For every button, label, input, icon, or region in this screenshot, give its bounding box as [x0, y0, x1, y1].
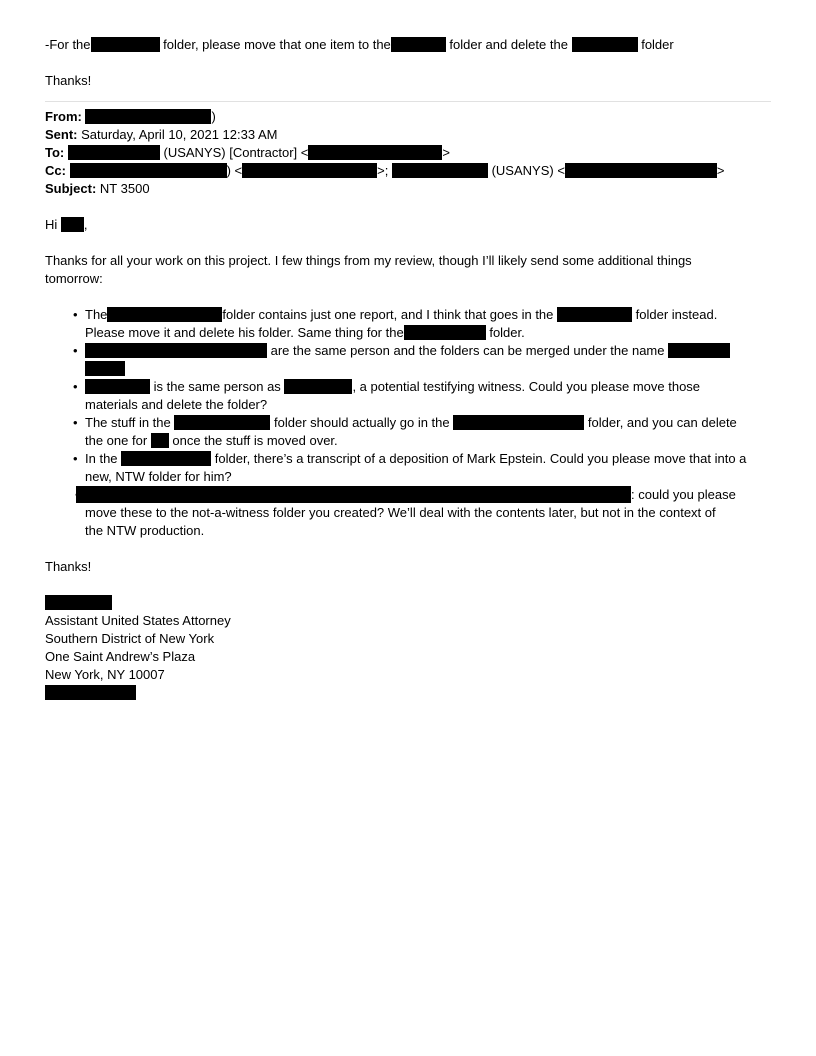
from-label: From: — [45, 109, 82, 124]
redaction-bar — [557, 307, 632, 322]
redaction-bar — [392, 163, 488, 178]
email-thread — [45, 36, 773, 702]
intro-paragraph — [45, 252, 773, 288]
bullet-text: : could you please — [631, 487, 736, 502]
signature-city: New York, NY 10007 — [45, 667, 165, 682]
redaction-bar — [85, 361, 125, 376]
bullet-text: are the same person and the folders can be merged under the name — [270, 343, 665, 358]
cc-text: ) < — [226, 163, 243, 178]
bullet-text: folder, there’s a transcript of a deposition of Mark Epstein. Could you please move that into a — [214, 451, 747, 466]
signature-title: Assistant United States Attorney — [45, 613, 231, 628]
sent-label: Sent: — [45, 127, 78, 142]
bullet-text: The stuff in the — [85, 415, 171, 430]
greeting-comma: , — [83, 217, 88, 232]
redaction-bar — [68, 145, 160, 160]
cc-label: Cc: — [45, 163, 66, 178]
redaction-bar — [242, 163, 377, 178]
list-item — [85, 450, 773, 486]
bullet-text: once the stuff is moved over. — [172, 433, 338, 448]
intro-line: tomorrow: — [45, 271, 103, 286]
subject-value: NT 3500 — [99, 181, 150, 196]
bullet-text: new, NTW folder for him? — [85, 469, 232, 484]
greeting — [45, 216, 773, 234]
message-separator — [45, 101, 771, 102]
bullet-text: the one for — [85, 433, 148, 448]
redaction-bar — [308, 145, 442, 160]
forwarded-instruction-line — [45, 36, 773, 54]
redaction-bar — [85, 109, 211, 124]
bullet-text: folder, and you can delete — [587, 415, 737, 430]
from-suffix: ) — [211, 109, 216, 124]
instruction-text: folder — [641, 37, 674, 52]
instruction-text: -For the — [45, 37, 91, 52]
bullet-text: folder contains just one report, and I think that goes in the — [222, 307, 554, 322]
redaction-bar — [121, 451, 211, 466]
redaction-bar — [85, 379, 150, 394]
redaction-bar — [404, 325, 486, 340]
signature-address: One Saint Andrew’s Plaza — [45, 649, 196, 664]
redaction-bar — [453, 415, 584, 430]
bullet-list — [45, 306, 773, 540]
cc-end: > — [716, 163, 725, 178]
redaction-bar — [565, 163, 717, 178]
redaction-bar — [61, 217, 84, 232]
instruction-text: folder, please move that one item to the — [163, 37, 391, 52]
redaction-bar — [668, 343, 730, 358]
redaction-bar — [76, 486, 631, 503]
email-header — [45, 108, 773, 198]
signature-office: Southern District of New York — [45, 631, 215, 646]
instruction-text: folder and delete the — [449, 37, 568, 52]
bullet-text: is the same person as — [153, 379, 281, 394]
list-item — [85, 414, 773, 450]
bullet-text: , a potential testifying witness. Could you please move those — [352, 379, 701, 394]
subject-label: Subject: — [45, 181, 97, 196]
redaction-bar — [107, 307, 222, 322]
list-item — [85, 342, 773, 378]
redaction-bar — [45, 685, 136, 700]
sent-row — [45, 126, 773, 144]
list-item — [85, 378, 773, 414]
subject-row — [45, 180, 773, 198]
redaction-bar — [151, 433, 169, 448]
to-row — [45, 144, 773, 162]
cc-text: >; — [377, 163, 389, 178]
bullet-text: materials and delete the folder? — [85, 397, 268, 412]
redaction-bar — [70, 163, 227, 178]
bullet-text: folder instead. — [635, 307, 718, 322]
greeting-text: Hi — [45, 217, 58, 232]
redaction-bar — [85, 343, 267, 358]
to-end: > — [442, 145, 450, 160]
bullet-text: In the — [85, 451, 118, 466]
redaction-bar — [45, 595, 112, 610]
sent-value: Saturday, April 10, 2021 12:33 AM — [81, 127, 278, 142]
bullet-text: folder. — [489, 325, 525, 340]
signature-block — [45, 594, 773, 702]
list-item — [85, 306, 773, 342]
intro-line: Thanks for all your work on this project. I few things from my review, though I’ll likely send some additional things — [45, 253, 692, 268]
bullet-text: folder should actually go in the — [274, 415, 450, 430]
to-label: To: — [45, 145, 65, 160]
bullet-text: Please move it and delete his folder. Same thing for the — [85, 325, 404, 340]
redaction-bar — [391, 37, 446, 52]
thanks-line: Thanks! — [45, 559, 92, 574]
cc-text: (USANYS) < — [491, 163, 565, 178]
cc-row — [45, 162, 773, 180]
thanks-line: Thanks! — [45, 73, 92, 88]
to-value: (USANYS) [Contractor] < — [163, 145, 309, 160]
list-item — [85, 486, 773, 540]
redaction-bar — [174, 415, 270, 430]
bullet-text: move these to the not-a-witness folder you created? We’ll deal with the contents later, but not in the context of — [85, 505, 716, 520]
bullet-text: the NTW production. — [85, 523, 205, 538]
from-row — [45, 108, 773, 126]
redaction-bar — [572, 37, 638, 52]
redaction-bar — [91, 37, 160, 52]
bullet-text: The — [85, 307, 108, 322]
redaction-bar — [284, 379, 352, 394]
